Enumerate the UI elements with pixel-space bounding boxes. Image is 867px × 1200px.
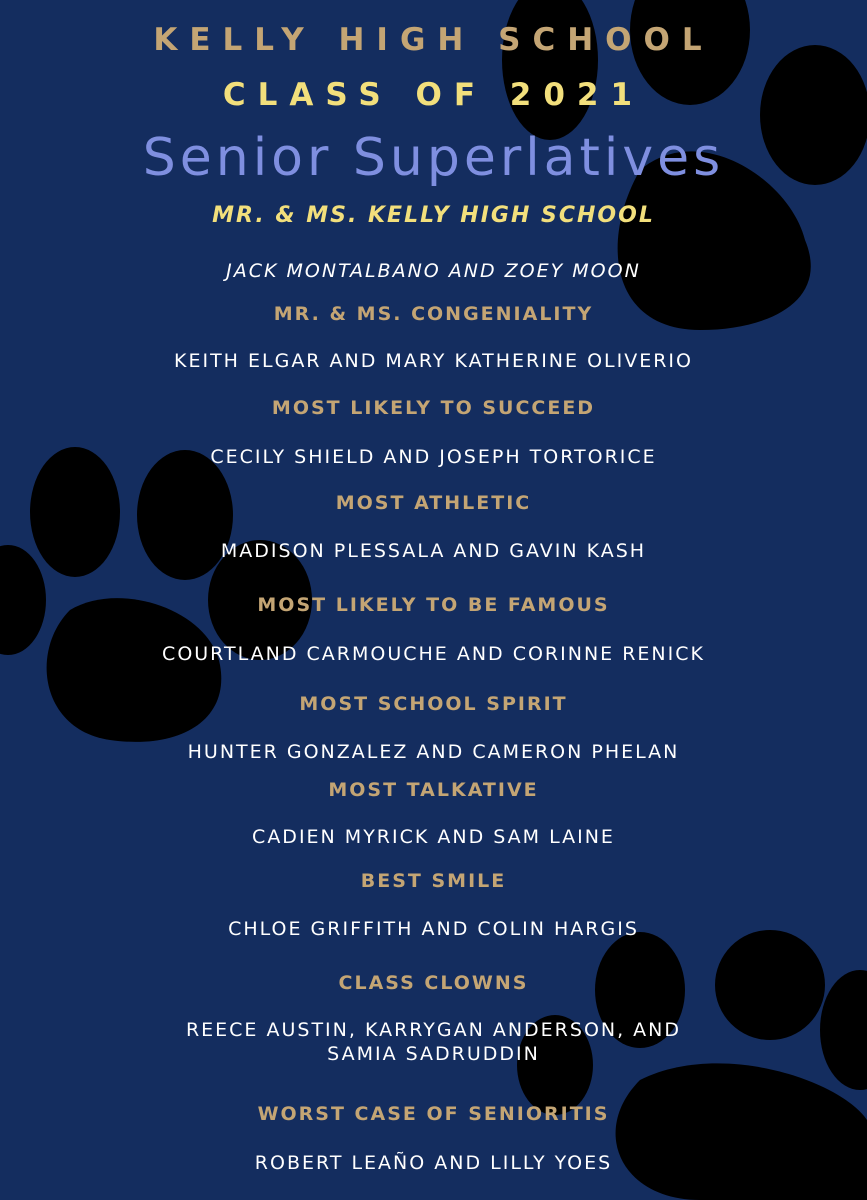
award-title: MOST TALKATIVE [328,779,539,801]
award-title: CLASS CLOWNS [338,972,529,994]
award-title: MOST SCHOOL SPIRIT [299,693,568,715]
award-names: CECILY SHIELD AND JOSEPH TORTORICE [210,446,657,468]
award-title: BEST SMILE [360,870,507,892]
award-names: JACK MONTALBANO AND ZOEY MOON [226,260,641,282]
award-title: MOST ATHLETIC [335,492,532,514]
award-title: MOST LIKELY TO BE FAMOUS [257,594,610,616]
award-names: CHLOE GRIFFITH AND COLIN HARGIS [228,918,639,940]
award-names: REECE AUSTIN, KARRYGAN ANDERSON, AND [185,1019,682,1041]
award-names: KEITH ELGAR AND MARY KATHERINE OLIVERIO [174,350,693,372]
award-title: MOST LIKELY TO SUCCEED [271,397,596,419]
award-title: MR. & MS. CONGENIALITY [273,303,594,325]
class-year: CLASS OF 2021 [222,77,645,113]
award-names: HUNTER GONZALEZ AND CAMERON PHELAN [187,741,680,763]
award-names: CADIEN MYRICK AND SAM LAINE [252,826,615,848]
award-title: MR. & MS. KELLY HIGH SCHOOL [212,203,655,228]
award-title: WORST CASE OF SENIORITIS [257,1103,610,1125]
poster-title: Senior Superlatives [142,128,725,188]
award-names: COURTLAND CARMOUCHE AND CORINNE RENICK [162,643,705,665]
award-names-continued: SAMIA SADRUDDIN [327,1043,540,1065]
award-names: ROBERT LEAÑO AND LILLY YOES [254,1152,613,1174]
award-names: MADISON PLESSALA AND GAVIN KASH [220,540,647,562]
school-name: KELLY HIGH SCHOOL [153,22,714,58]
